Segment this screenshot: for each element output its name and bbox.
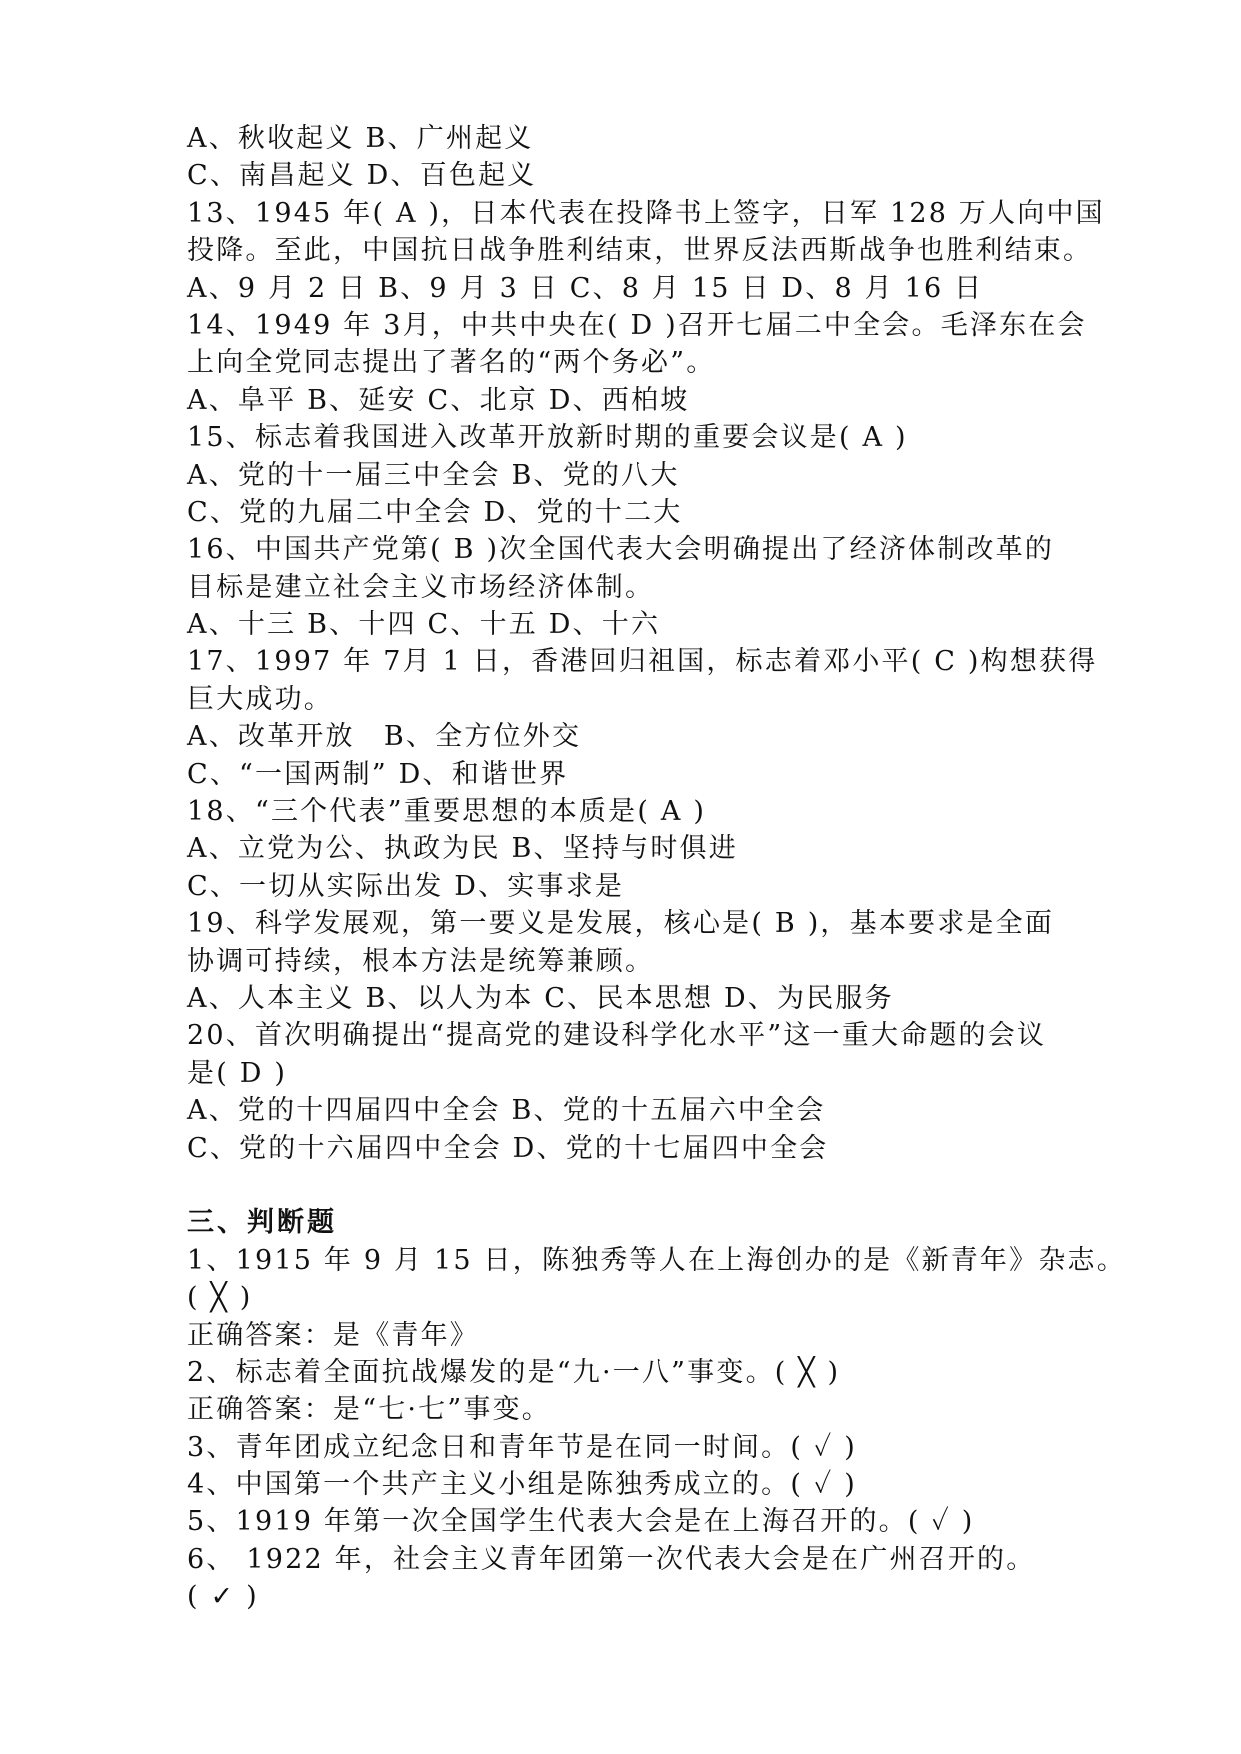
judgment-item-1: 1、1915 年 9 月 15 日，陈独秀等人在上海创办的是《新青年》杂志。 [187, 1244, 1126, 1276]
answer-options: A、9 月 2 日 B、9 月 3 日 C、8 月 15 日 D、8 月 16 日 [187, 272, 984, 304]
text-line: 投降。至此，中国抗日战争胜利结束，世界反法西斯战争也胜利结束。 [187, 235, 1093, 267]
question-14-line: 14、1949 年 3月，中共中央在( D )召开七届二中全会。毛泽东在会 [187, 309, 1087, 341]
text-line: C、南昌起义 D、百色起义 [187, 160, 537, 192]
question-17-line: 17、1997 年 7月 1 日，香港回归祖国，标志着邓小平( C )构想获得 [187, 646, 1098, 678]
answer-options: A、阜平 B、延安 C、北京 D、西柏坡 [187, 384, 690, 416]
text-line: 是( D ) [187, 1057, 288, 1089]
correct-answer: 正确答案：是《青年》 [187, 1319, 479, 1351]
judgment-item-6: 6、 1922 年，社会主义青年团第一次代表大会是在广州召开的。 [187, 1543, 1036, 1575]
question-16-line: 16、中国共产党第( B )次全国代表大会明确提出了经济体制改革的 [187, 534, 1055, 566]
judgment-item-5: 5、1919 年第一次全国学生代表大会是在上海召开的。( ✓ ) [187, 1506, 975, 1538]
judgment-item-3: 3、青年团成立纪念日和青年节是在同一时间。( ✓ ) [187, 1431, 858, 1463]
document-body [187, 120, 1126, 1616]
question-18-line: 18、“三个代表”重要思想的本质是( A ) [187, 796, 707, 828]
question-20-line: 20、首次明确提出“提高党的建设科学化水平”这一重大命题的会议 [187, 1020, 1047, 1052]
question-19-line: 19、科学发展观，第一要义是发展，核心是( B )，基本要求是全面 [187, 908, 1055, 940]
answer-options: C、一切从实际出发 D、实事求是 [187, 870, 625, 902]
text-line: 目标是建立社会主义市场经济体制。 [187, 571, 655, 603]
answer-options: C、党的十六届四中全会 D、党的十七届四中全会 [187, 1132, 829, 1164]
judgment-mark: ( ╳ ) [187, 1282, 253, 1314]
judgment-mark: ( ✓ ) [187, 1581, 259, 1613]
text-line: 协调可持续，根本方法是统筹兼顾。 [187, 945, 655, 977]
answer-options: A、党的十一届三中全会 B、党的八大 [187, 459, 680, 491]
answer-options: A、改革开放 B、全方位外交 [187, 721, 582, 753]
question-15-line: 15、标志着我国进入改革开放新时期的重要会议是( A ) [187, 422, 908, 454]
section-spacer [187, 1167, 1067, 1204]
text-line: 上向全党同志提出了著名的“两个务必”。 [187, 347, 716, 379]
judgment-item-2: 2、标志着全面抗战爆发的是“九·一八”事变。( ╳ ) [187, 1356, 841, 1388]
answer-options: A、立党为公、执政为民 B、坚持与时俱进 [187, 833, 738, 865]
answer-options: C、党的九届二中全会 D、党的十二大 [187, 496, 683, 528]
correct-answer: 正确答案：是“七·七”事变。 [187, 1394, 551, 1426]
judgment-item-4: 4、中国第一个共产主义小组是陈独秀成立的。( ✓ ) [187, 1469, 858, 1501]
answer-options: C、“一国两制” D、和谐世界 [187, 758, 569, 790]
section-heading: 三、判断题 [187, 1207, 337, 1239]
answer-options: A、党的十四届四中全会 B、党的十五届六中全会 [187, 1095, 826, 1127]
text-line: 巨大成功。 [187, 683, 333, 715]
answer-options: A、十三 B、十四 C、十五 D、十六 [187, 609, 661, 641]
text-line: A、秋收起义 B、广州起义 [187, 123, 534, 154]
question-13-line: 13、1945 年( A )，日本代表在投降书上签字，日军 128 万人向中国 [187, 197, 1105, 229]
answer-options: A、人本主义 B、以人为本 C、民本思想 D、为民服务 [187, 982, 894, 1014]
